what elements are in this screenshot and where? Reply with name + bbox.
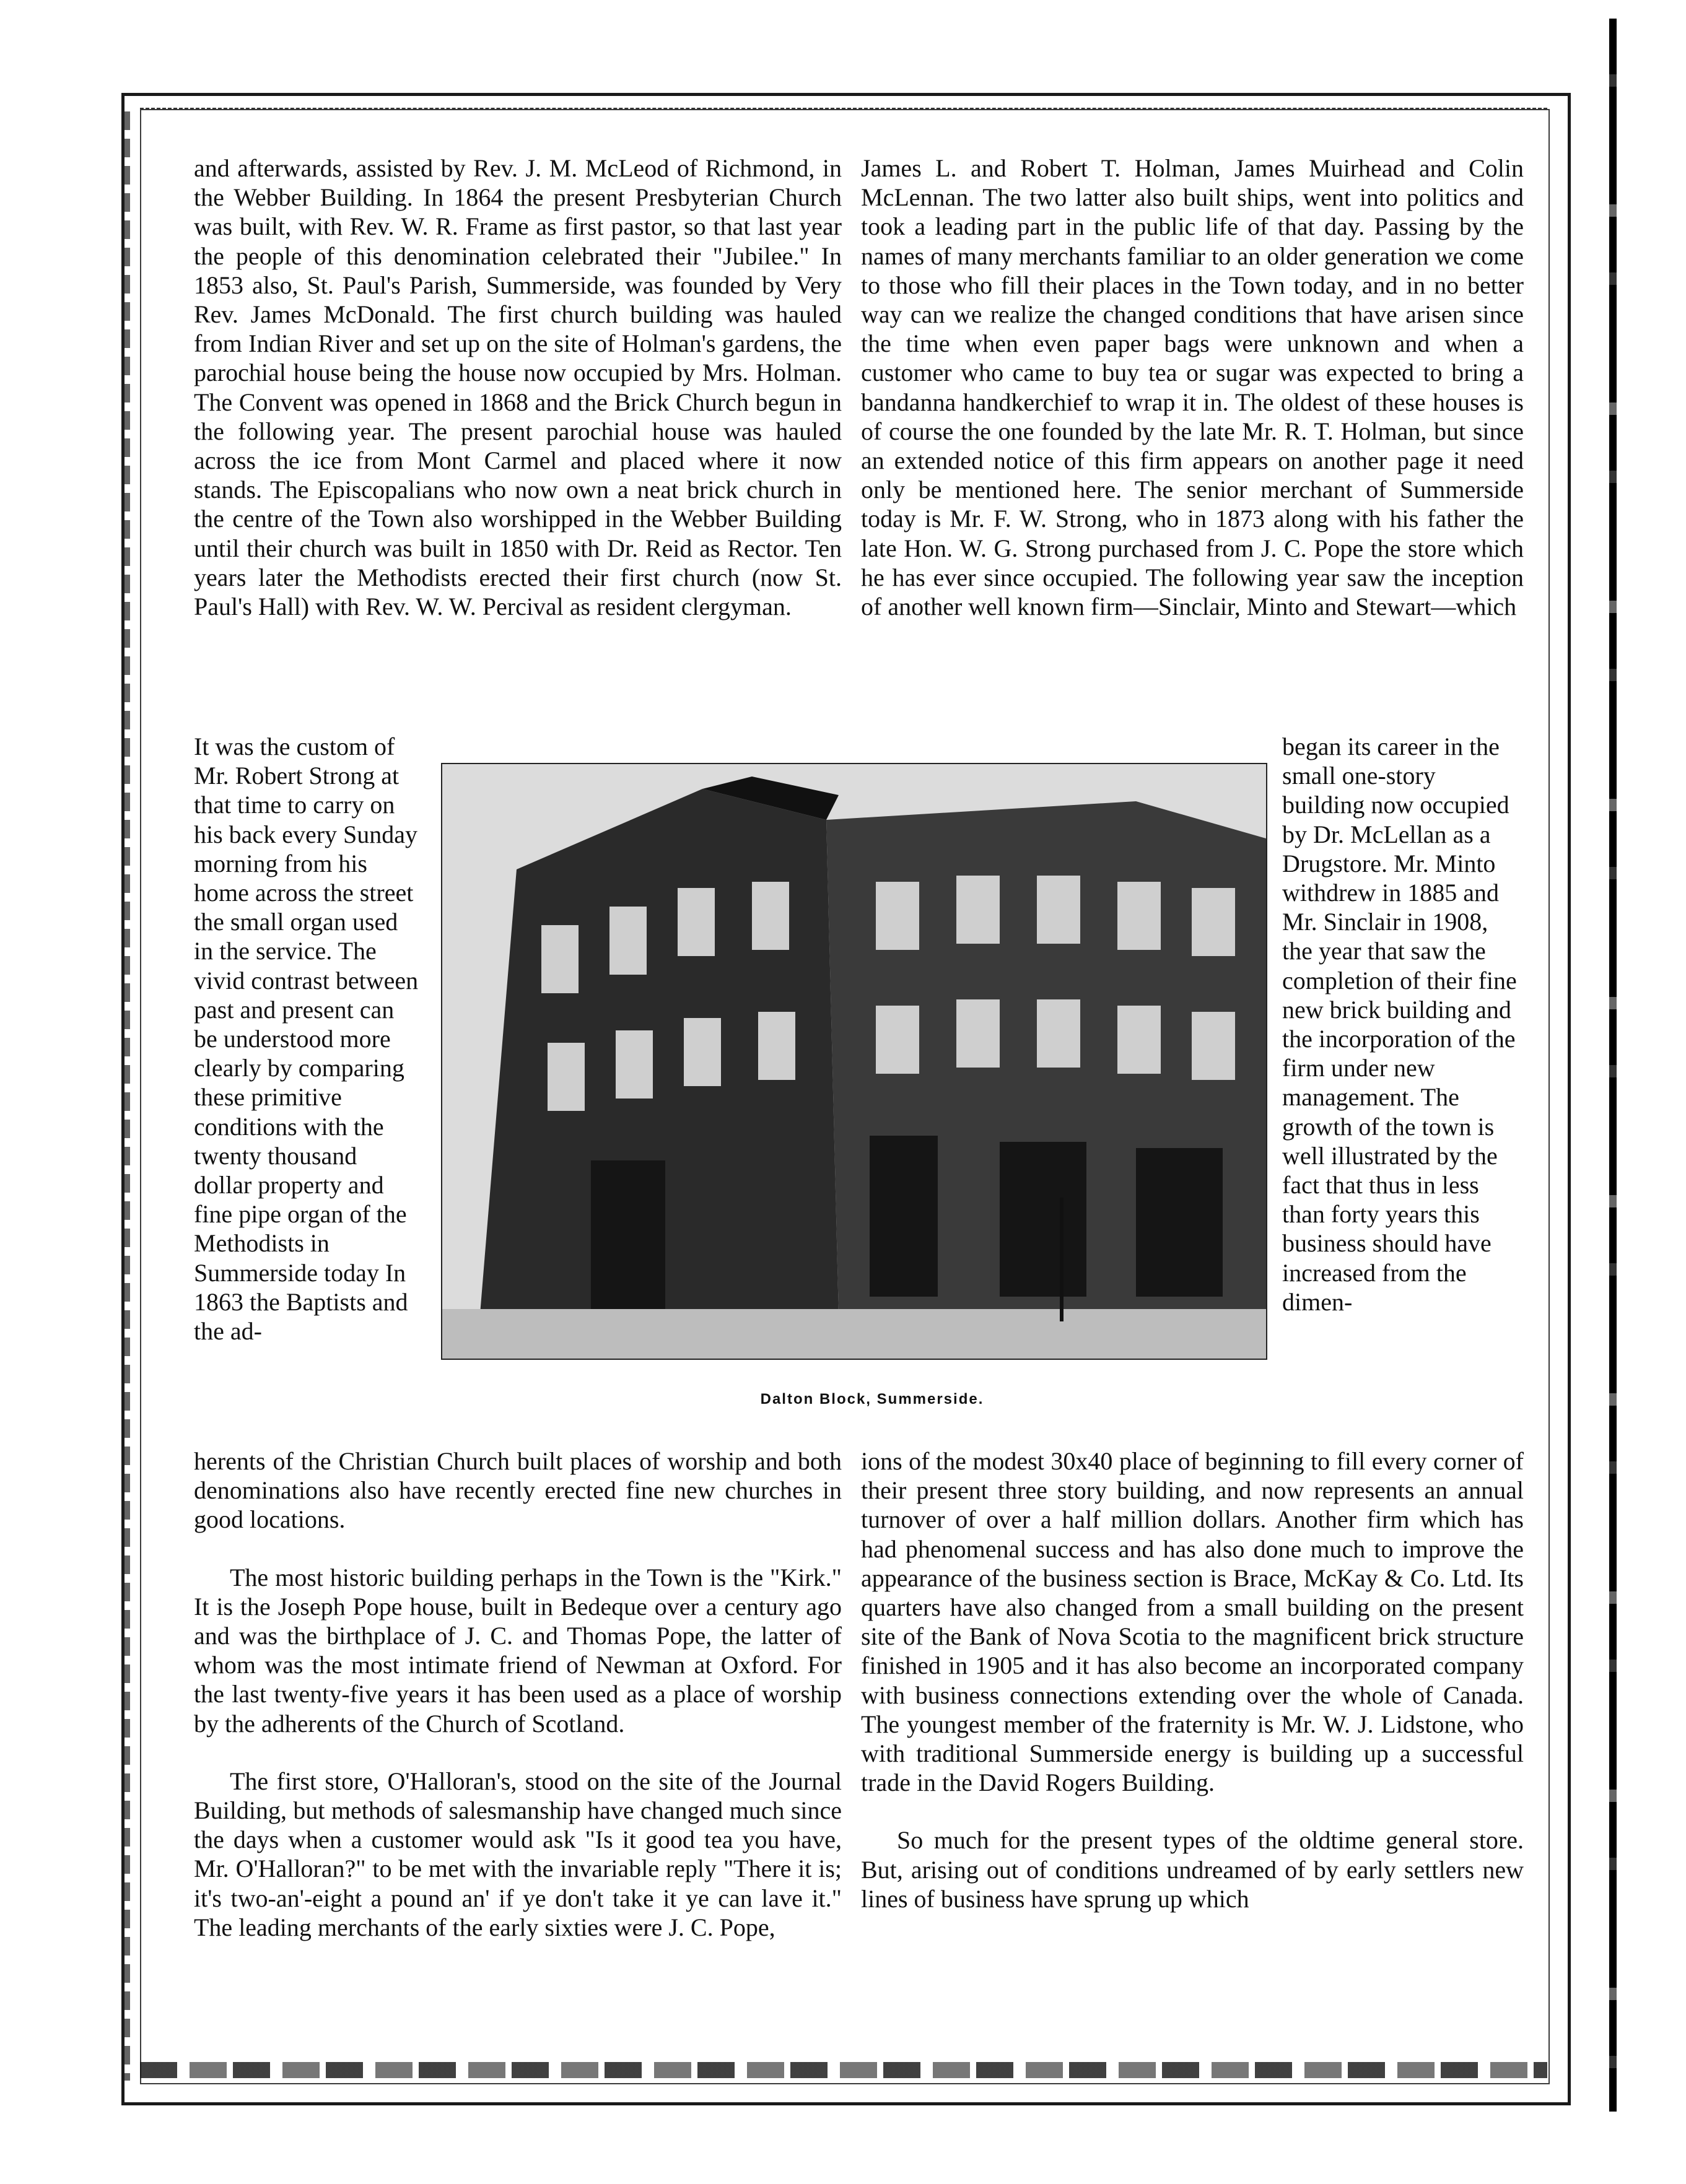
border-ornament-bottom — [140, 2062, 1547, 2078]
left-column-top — [194, 154, 842, 621]
right-column-top — [861, 154, 1524, 621]
border-ornament-top — [140, 93, 1547, 110]
building-illustration — [442, 764, 1266, 1359]
left-wrap-text — [194, 732, 420, 1346]
paragraph: began its career in the small one-story building now occupied by Dr. McLellan as a Drugstore. Mr. Minto withdrew in 1885 and Mr. Sinclair in 1908, the year that saw the completion of their fine new brick building and the incorporation of the firm under new management. The growth of the town is well illustrated by the fact that thus in less than forty years this business should have increased from the dimen- — [1282, 733, 1517, 1316]
paragraph: The first store, O'Halloran's, stood on the site of the Journal Building, but methods of salesmanship have changed much since the days when a customer would ask "Is it good tea you have, Mr. O'Halloran?" to be met with the invariable reply "There it is; it's two-an'-eight a pound an' if ye don't take it ye can lave it." The leading merchants of the early sixties were J. C. Pope, — [194, 1767, 842, 1941]
page-edge-shadow — [1609, 19, 1617, 2112]
paragraph: James L. and Robert T. Holman, James Muirhead and Colin McLennan. The two latter also built ships, went into politics and took a leading part in the public life of that day. Passing by the names of many merchants familiar to an older generation we come to those who fill their places in the Town today, and in no better way can we realize the changed conditions that have arisen since the time when even paper bags were unknown and when a customer who came to buy tea or sugar was expected to bring a bandanna handkerchief to wrap it in. The oldest of these houses is of course the one founded by the late Mr. R. T. Holman, but since an extended notice of this firm appears on another page it need only be mentioned here. The senior merchant of Summerside today is Mr. F. W. Strong, who in 1873 along with his father the late Hon. W. G. Strong purchased from J. C. Pope the store which he has ever since occupied. The following year saw the inception of another well known firm—Sinclair, Minto and Stewart—which — [861, 154, 1524, 621]
left-column-bottom — [194, 1447, 842, 1942]
paragraph: So much for the present types of the oldtime general store. But, arising out of conditions undreamed of by early settlers new lines of business have sprung up which — [861, 1826, 1524, 1913]
paragraph: herents of the Christian Church built places of worship and both denominations also have recently erected fine new churches in good locations. — [194, 1447, 842, 1534]
paragraph: ions of the modest 30x40 place of beginning to fill every corner of their present three story building, and now represents an annual turnover of over a half million dollars. Another firm which has had phenomenal success and has also done much to improve the appearance of the business section is Brace, McKay & Co. Ltd. Its quarters have also changed from a small building on the present site of the Bank of Nova Scotia to the magnificent brick structure finished in 1905 and it has also become an incorporated company with business connections extending over the whole of Canada. The youngest member of the fraternity is Mr. W. J. Lidstone, who with traditional Summerside energy is building up a successful trade in the David Rogers Building. — [861, 1447, 1524, 1797]
paragraph: It was the custom of Mr. Robert Strong at that time to carry on his back every Sunday morning from his home across the street the small organ used in the service. The vivid contrast between past and present can be understood more clearly by comparing these primitive conditions with the twenty thousand dollar property and fine pipe organ of the Methodists in Summerside today In 1863 the Baptists and the ad- — [194, 733, 419, 1346]
photo-caption: Dalton Block, Summerside. — [760, 1391, 984, 1407]
paragraph: The most historic building perhaps in the Town is the "Kirk." It is the Joseph Pope house, built in Bedeque over a century ago and was the birthplace of J. C. and Thomas Pope, the latter of whom was the most intimate friend of Newman at Oxford. For the last twenty-five years it has been used as a place of worship by the adherents of the Church of Scotland. — [194, 1563, 842, 1738]
right-wrap-text — [1282, 732, 1524, 1316]
right-column-bottom — [861, 1447, 1524, 1913]
paragraph: and afterwards, assisted by Rev. J. M. McLeod of Richmond, in the Webber Building. In 1864 the present Presbyterian Church was built, with Rev. W. R. Frame as first pastor, so that last year the people of this denomination celebrated their "Jubilee." In 1853 also, St. Paul's Parish, Summerside, was founded by Very Rev. James McDonald. The first church building was hauled from Indian River and set up on the site of Holman's gardens, the parochial house being the house now occupied by Mrs. Holman. The Convent was opened in 1868 and the Brick Church begun in the following year. The present parochial house was hauled across the ice from Mont Carmel and placed where it now stands. The Episcopalians who now own a neat brick church in the centre of the Town also worshipped in the Webber Building until their church was built in 1850 with Dr. Reid as Rector. Ten years later the Methodists erected their first church (now St. Paul's Hall) with Rev. W. W. Percival as resident clergyman. — [194, 154, 842, 621]
dalton-block-photo — [441, 763, 1267, 1360]
